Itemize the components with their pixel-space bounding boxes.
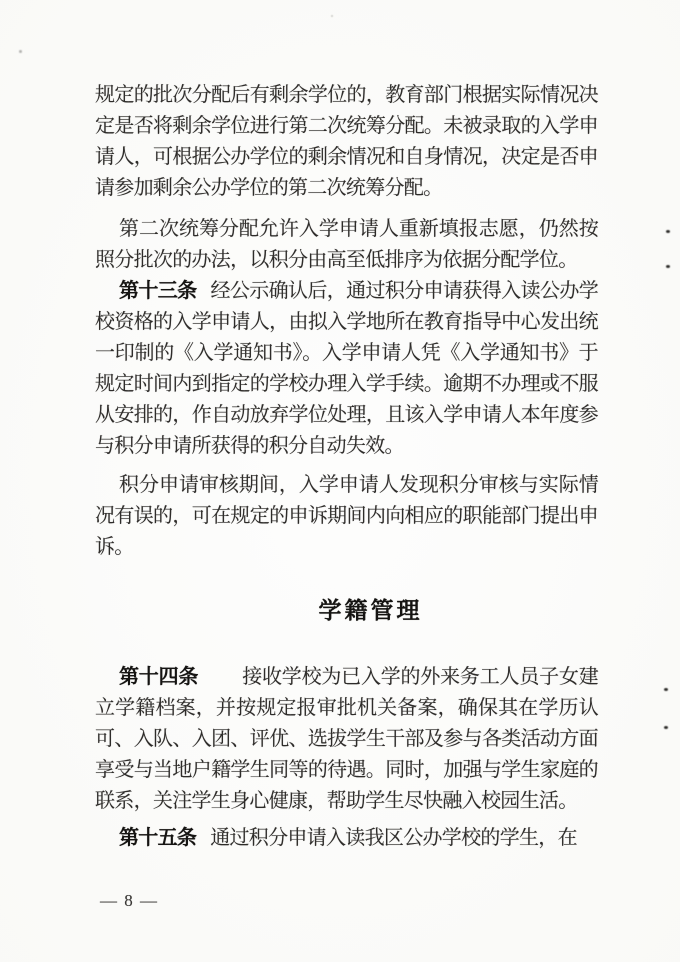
page-number: — 8 —: [100, 891, 159, 910]
article-14-text: 接收学校为已入学的外来务工人员子女建立学籍档案，并按规定报审批机关备案，确保其在学历认可、入队、入团、评优、选拔学生干部及参与各类活动方面享受与当地户籍学生同等的待遇。同时，加强与学生家庭的联系，关注学生身心健康，帮助学生尽快融入校园生活。: [95, 666, 598, 812]
article-15-text: 通过积分申请入读我区公办学校的学生，在: [210, 827, 577, 849]
section-heading: 学籍管理: [318, 598, 423, 623]
scan-dot: [666, 230, 670, 233]
article-15-number: 第十五条: [119, 827, 197, 849]
scan-dot: [666, 265, 670, 268]
article-13-text: 经公示确认后，通过积分申请获得入读公办学校资格的入学申请人，由拟入学地所在教育指导中心发出统一印制的《入学通知书》。入学申请人凭《入学通知书》于规定时间内到指定的学校办理入学手续。逾期不办理或不服从安排的，作自动放弃学位处理，且该入学申请人本年度参与积分申请所获得的积分自动失效。: [95, 280, 598, 457]
scan-speck: [19, 50, 22, 53]
scan-speck: [331, 15, 333, 17]
article-14-number: 第十四条: [119, 666, 199, 688]
document-body: [95, 80, 598, 854]
article-13-number: 第十三条: [119, 280, 197, 302]
paragraph-continuation: 规定的批次分配后有剩余学位的，教育部门根据实际情况决定是否将剩余学位进行第二次统筹分配。未被录取的入学申请人，可根据公办学位的剩余情况和自身情况，决定是否申请参加剩余公办学位的第二次统筹分配。: [95, 84, 598, 199]
paragraph-article-13: [95, 276, 598, 462]
paragraph-article-15: [95, 823, 598, 854]
scan-dot: [664, 726, 668, 729]
paragraph-second-allocation: 第二次统筹分配允许入学申请人重新填报志愿，仍然按照分批次的办法，以积分由高至低排序为依据分配学位。: [95, 218, 598, 271]
paragraph-appeal: 积分申请审核期间，入学申请人发现积分审核与实际情况有误的，可在规定的申诉期间内向相应的职能部门提出申诉。: [95, 474, 598, 558]
scan-dot: [664, 688, 668, 691]
paragraph-article-14: [95, 662, 598, 817]
